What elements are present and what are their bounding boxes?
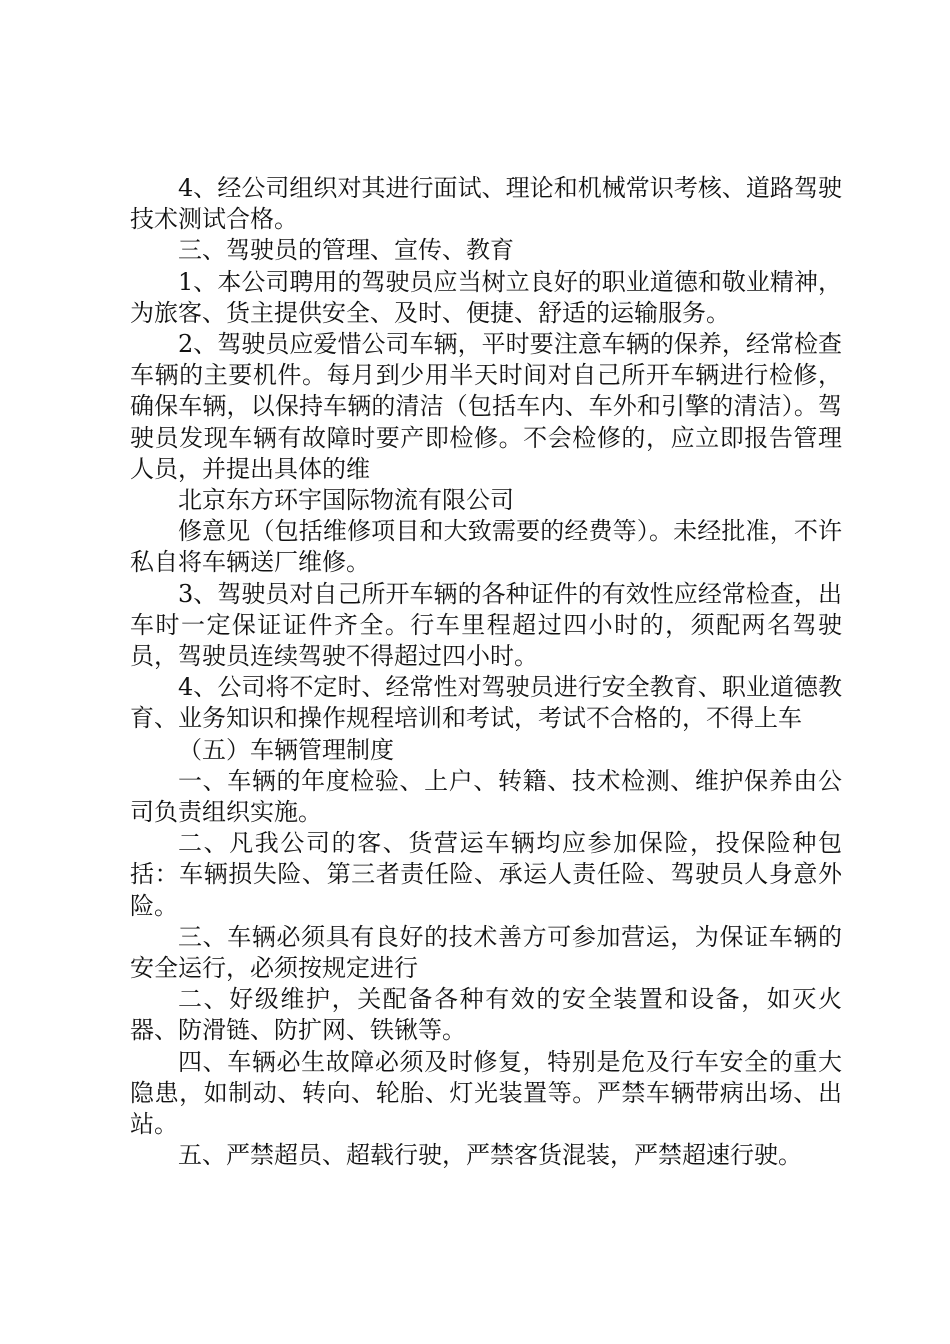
paragraph-vehicle-5: 五、严禁超员、超载行驶，严禁客货混装，严禁超速行驶。 xyxy=(178,1141,802,1170)
paragraph-vehicle-2: 二、凡我公司的客、货营运车辆均应参加保险，投保险种包括：车辆损失险、第三者责任险、承运人责任险、驾驶员人身意外险。 xyxy=(130,829,842,920)
paragraph-driver-qualification-4: 4、经公司组织对其进行面试、理论和机械常识考核、道路驾驶技术测试合格。 xyxy=(130,174,842,234)
paragraph-vehicle-3-continued: 二、好级维护，关配备各种有效的安全装置和设备，如灭火器、防滑链、防扩网、铁锹等。 xyxy=(130,985,842,1045)
paragraph-management-3: 3、驾驶员对自己所开车辆的各种证件的有效性应经常检查，出车时一定保证证件齐全。行车里程超过四小时的，须配两名驾驶员，驾驶员连续驾驶不得超过四小时。 xyxy=(130,579,842,671)
paragraph-vehicle-4: 四、车辆必生故障必须及时修复，特别是危及行车安全的重大隐患，如制动、转向、轮胎、灯光装置等。严禁车辆带病出场、出站。 xyxy=(130,1047,842,1139)
company-name: 北京东方环宇国际物流有限公司 xyxy=(178,486,514,515)
document-body xyxy=(130,173,842,1172)
paragraph-management-2: 2、驾驶员应爱惜公司车辆，平时要注意车辆的保养，经常检查车辆的主要机件。每月到少用半天时间对自己所开车辆进行检修，确保车辆，以保持车辆的清洁（包括车内、车外和引擎的清洁）。驾驶员发现车辆有故障时要产即检修。不会检修的，应立即报告管理人员，并提出具体的维 xyxy=(130,330,842,483)
paragraph-vehicle-1: 一、车辆的年度检验、上户、转籍、技术检测、维护保养由公司负责组织实施。 xyxy=(130,766,842,827)
paragraph-vehicle-3: 三、车辆必须具有良好的技术善方可参加营运，为保证车辆的安全运行，必须按规定进行 xyxy=(130,922,842,983)
paragraph-management-1: 1、本公司聘用的驾驶员应当树立良好的职业道德和敬业精神，为旅客、货主提供安全、及时、便捷、舒适的运输服务。 xyxy=(130,267,842,327)
section-heading-driver-management: 三、驾驶员的管理、宣传、教育 xyxy=(178,236,514,265)
paragraph-management-2-continued: 修意见（包括维修项目和大致需要的经费等）。未经批准，不许私自将车辆送厂维修。 xyxy=(130,517,842,577)
section-heading-vehicle-management: （五）车辆管理制度 xyxy=(178,735,394,764)
paragraph-management-4: 4、公司将不定时、经常性对驾驶员进行安全教育、职业道德教育、业务知识和操作规程培训和考试，考试不合格的，不得上车 xyxy=(130,673,842,733)
